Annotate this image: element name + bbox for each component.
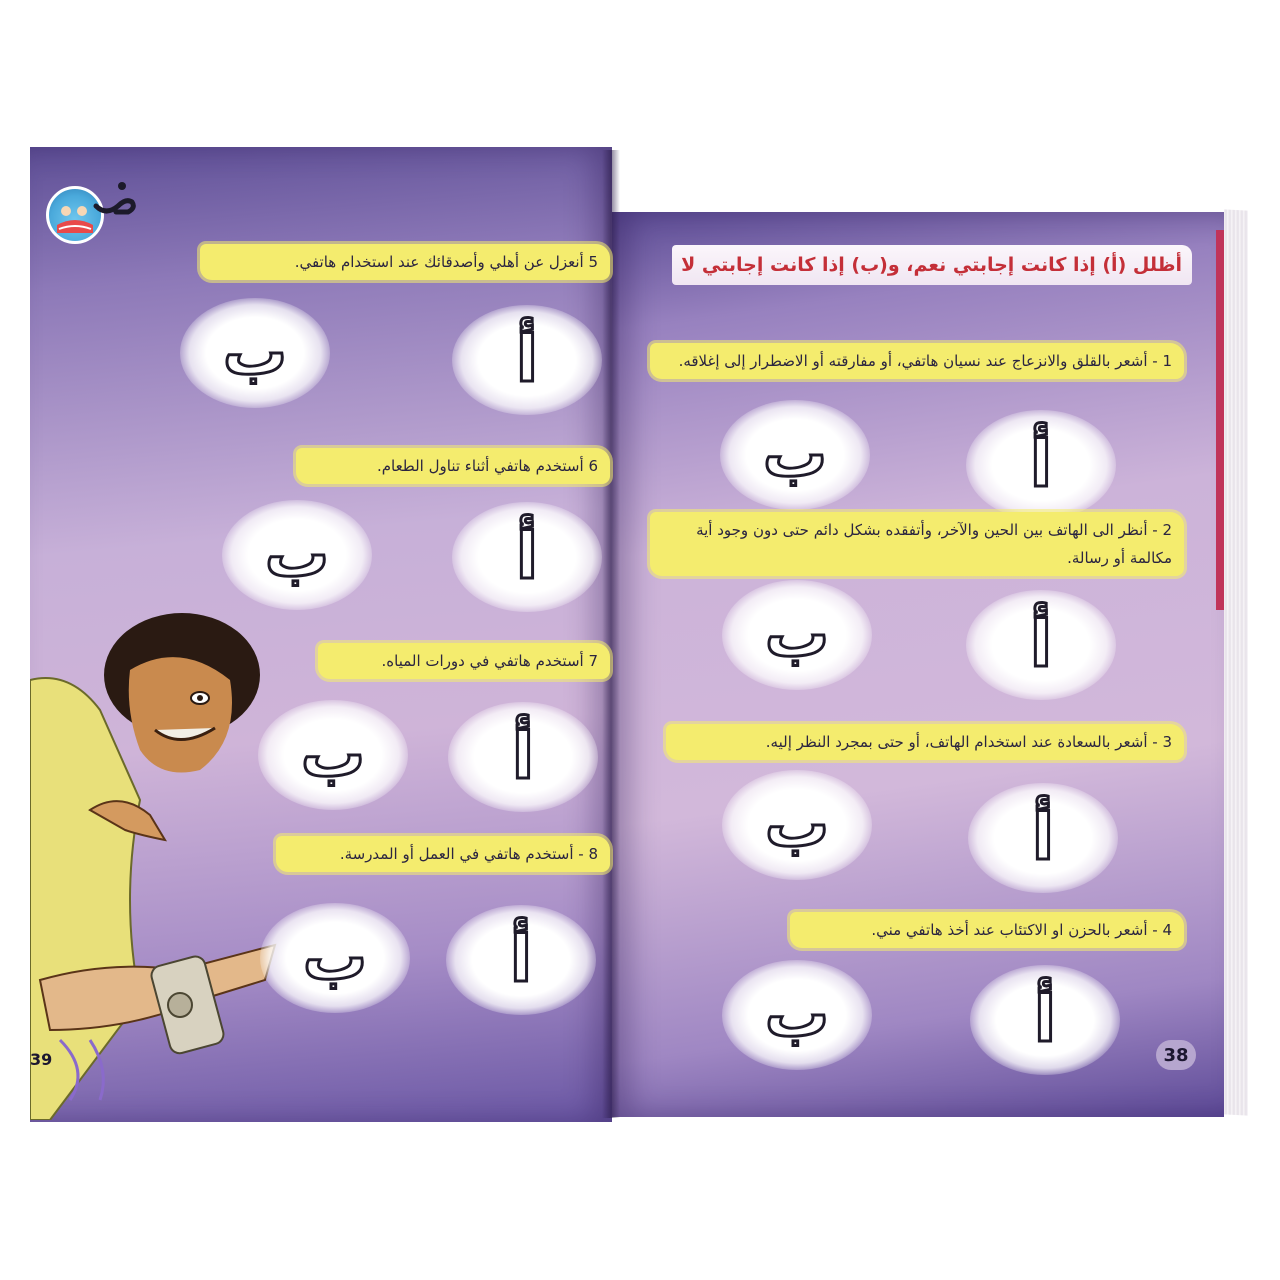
option-a-q6[interactable] (452, 502, 602, 612)
option-a-label: أ (512, 720, 534, 794)
option-b-q5[interactable] (180, 298, 330, 408)
question-7: 7 أستخدم هاتفي في دورات المياه. (318, 643, 610, 679)
option-b-q6[interactable] (222, 500, 372, 610)
option-a-label: أ (1030, 608, 1052, 682)
option-a-q4[interactable] (970, 965, 1120, 1075)
option-b-q8[interactable] (260, 903, 410, 1013)
option-a-label: أ (516, 520, 538, 594)
option-a-q5[interactable] (452, 305, 602, 415)
page-stack-edge (1224, 209, 1248, 1115)
option-b-label: ب (300, 718, 366, 792)
option-a-label: أ (510, 923, 532, 997)
logo-glyph-icon (92, 176, 138, 226)
option-b-label: ب (302, 921, 368, 995)
book-spine (602, 150, 620, 1118)
option-b-q4[interactable] (722, 960, 872, 1070)
question-1: 1 - أشعر بالقلق والانزعاج عند نسيان هاتفي، أو مفارقته أو الاضطرار إلى إغلاقه. (650, 343, 1184, 379)
option-b-q3[interactable] (722, 770, 872, 880)
option-b-label: ب (764, 788, 830, 862)
option-b-q7[interactable] (258, 700, 408, 810)
question-8: 8 - أستخدم هاتفي في العمل أو المدرسة. (276, 836, 610, 872)
option-a-label: أ (1034, 983, 1056, 1057)
option-b-label: ب (764, 978, 830, 1052)
option-b-q2[interactable] (722, 580, 872, 690)
question-2: 2 - أنظر الى الهاتف بين الحين والآخر، وأتفقده بشكل دائم حتى دون وجود أية مكالمة أو رسالة. (650, 512, 1184, 576)
question-4: 4 - أشعر بالحزن او الاكتئاب عند أخذ هاتفي مني. (790, 912, 1184, 948)
option-a-q8[interactable] (446, 905, 596, 1015)
option-a-q1[interactable] (966, 410, 1116, 520)
option-a-label: أ (516, 323, 538, 397)
question-3: 3 - أشعر بالسعادة عند استخدام الهاتف، أو حتى بمجرد النظر إليه. (666, 724, 1184, 760)
option-b-label: ب (762, 418, 828, 492)
option-b-q1[interactable] (720, 400, 870, 510)
option-a-q7[interactable] (448, 702, 598, 812)
option-a-q2[interactable] (966, 590, 1116, 700)
instruction-title: أظلل (أ) إذا كانت إجابتي نعم، و(ب) إذا كانت إجابتي لا (672, 245, 1192, 285)
option-a-q3[interactable] (968, 783, 1118, 893)
question-5: 5 أنعزل عن أهلي وأصدقائك عند استخدام هاتفي. (200, 244, 610, 280)
page-number-38: 38 (1156, 1040, 1196, 1070)
boy-with-phone-illustration (30, 600, 290, 1120)
option-b-label: ب (764, 598, 830, 672)
option-a-label: أ (1030, 428, 1052, 502)
option-b-label: ب (264, 518, 330, 592)
option-a-label: أ (1032, 801, 1054, 875)
question-6: 6 أستخدم هاتفي أثناء تناول الطعام. (296, 448, 610, 484)
option-b-label: ب (222, 316, 288, 390)
page-number-39: 39 (30, 1050, 53, 1069)
